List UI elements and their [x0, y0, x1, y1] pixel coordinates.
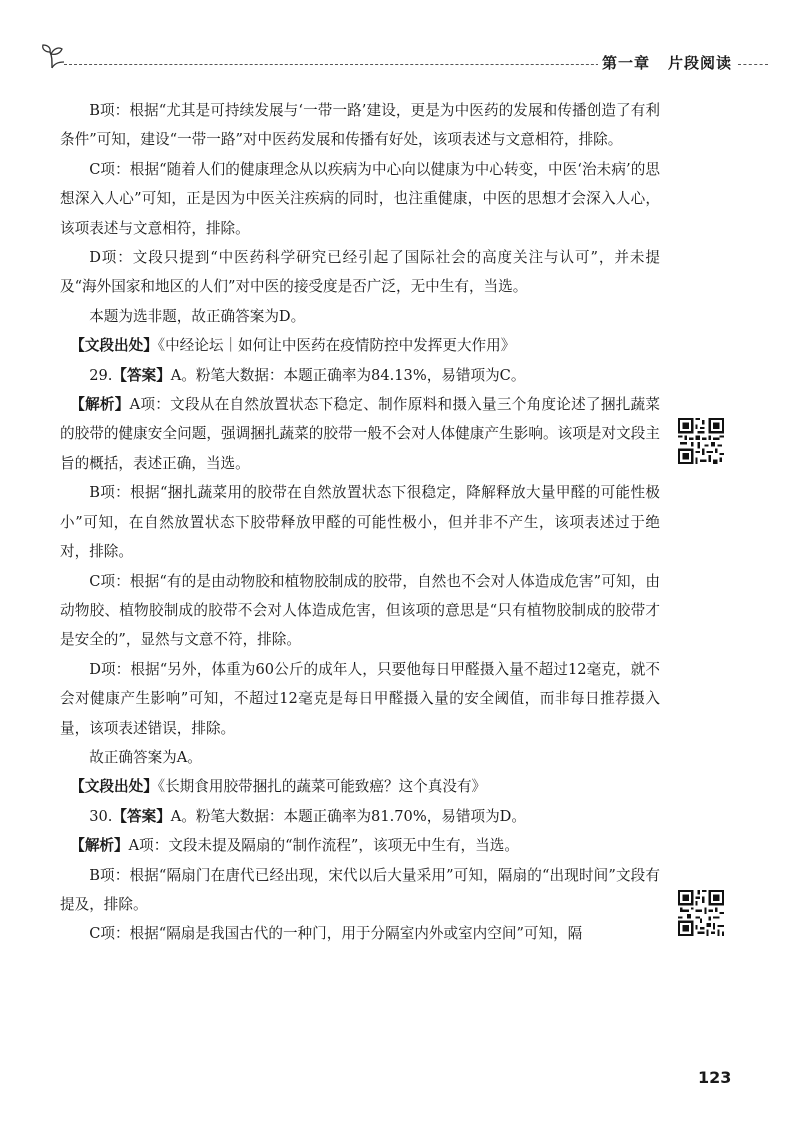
chapter-title	[598, 52, 736, 73]
paragraph: 故正确答案为A。	[89, 748, 202, 766]
source-citation: 【文段出处】《中经论坛｜如何让中医药在疫情防控中发挥更大作用》	[70, 337, 516, 355]
source-citation: 【文段出处】《长期食用胶带捆扎的蔬菜可能致癌？这个真没有》	[70, 778, 487, 796]
paragraph: D项：根据“另外，体重为60公斤的成年人，只要他每日甲醛摄入量不超过12毫克，就不会对健康产生影响”可知，不超过12毫克是每日甲醛摄入量的安全阈值，而非每日推荐摄入量，该项表述错误，排除。	[60, 660, 660, 737]
section-title: 片段阅读	[668, 54, 733, 72]
answer-explanations	[60, 96, 660, 949]
chapter-number: 第一章	[602, 54, 651, 72]
header-rule-left	[64, 64, 624, 65]
paragraph: B项：根据“隔扇门在唐代已经出现，宋代以后大量采用”可知，隔扇的“出现时间”文段有提及，排除。	[60, 866, 660, 913]
page-header	[40, 44, 768, 74]
paragraph: C项：根据“随着人们的健康理念从以疾病为中心向以健康为中心转变，中医‘治未病’的思想深入人心”可知，正是因为中医关注疾病的同时，也注重健康，中医的思想才会深入人心，该项表述与文意相符，排除。	[60, 160, 660, 237]
paragraph: C项：根据“有的是由动物胶和植物胶制成的胶带，自然也不会对人体造成危害”可知，由动物胶、植物胶制成的胶带不会对人体造成危害，但该项的意思是“只有植物胶制成的胶带才是安全的”，显然与文意不符，排除。	[60, 572, 660, 649]
answer-line-30: 30.【答案】A。粉笔大数据：本题正确率为81.70%，易错项为D。	[89, 807, 526, 825]
sprout-icon	[40, 42, 70, 72]
analysis-paragraph: 【解析】A项：文段从在自然放置状态下稳定、制作原料和摄入量三个角度论述了捆扎蔬菜的胶带的健康安全问题，强调捆扎蔬菜的胶带一般不会对人体健康产生影响。该项是对文段主旨的概括，表述正确，当选。	[60, 396, 660, 472]
paragraph: 本题为选非题，故正确答案为D。	[89, 307, 306, 325]
answer-line-29: 29.【答案】A。粉笔大数据：本题正确率为84.13%，易错项为C。	[89, 366, 526, 384]
analysis-paragraph: 【解析】A项：文段未提及隔扇的“制作流程”，该项无中生有，当选。	[70, 837, 519, 855]
qr-code-icon[interactable]	[678, 890, 724, 936]
paragraph: B项：根据“尤其是可持续发展与‘一带一路’建设，更是为中医药的发展和传播创造了有利条件”可知，建设“一带一路”对中医药发展和传播有好处，该项表述与文意相符，排除。	[60, 102, 660, 149]
qr-code-icon[interactable]	[678, 418, 724, 464]
paragraph: B项：根据“捆扎蔬菜用的胶带在自然放置状态下很稳定，降解释放大量甲醛的可能性极小”可知，在自然放置状态下胶带释放甲醛的可能性极小，但并非不产生，该项表述过于绝对，排除。	[60, 484, 660, 561]
header-rule-right	[738, 64, 768, 65]
paragraph: C项：根据“隔扇是我国古代的一种门，用于分隔室内外或室内空间”可知，隔	[89, 925, 583, 943]
paragraph: D项：文段只提到“中医药科学研究已经引起了国际社会的高度关注与认可”，并未提及“海外国家和地区的人们”对中医的接受度是否广泛，无中生有，当选。	[60, 249, 660, 296]
page-number: 123	[698, 1068, 732, 1087]
